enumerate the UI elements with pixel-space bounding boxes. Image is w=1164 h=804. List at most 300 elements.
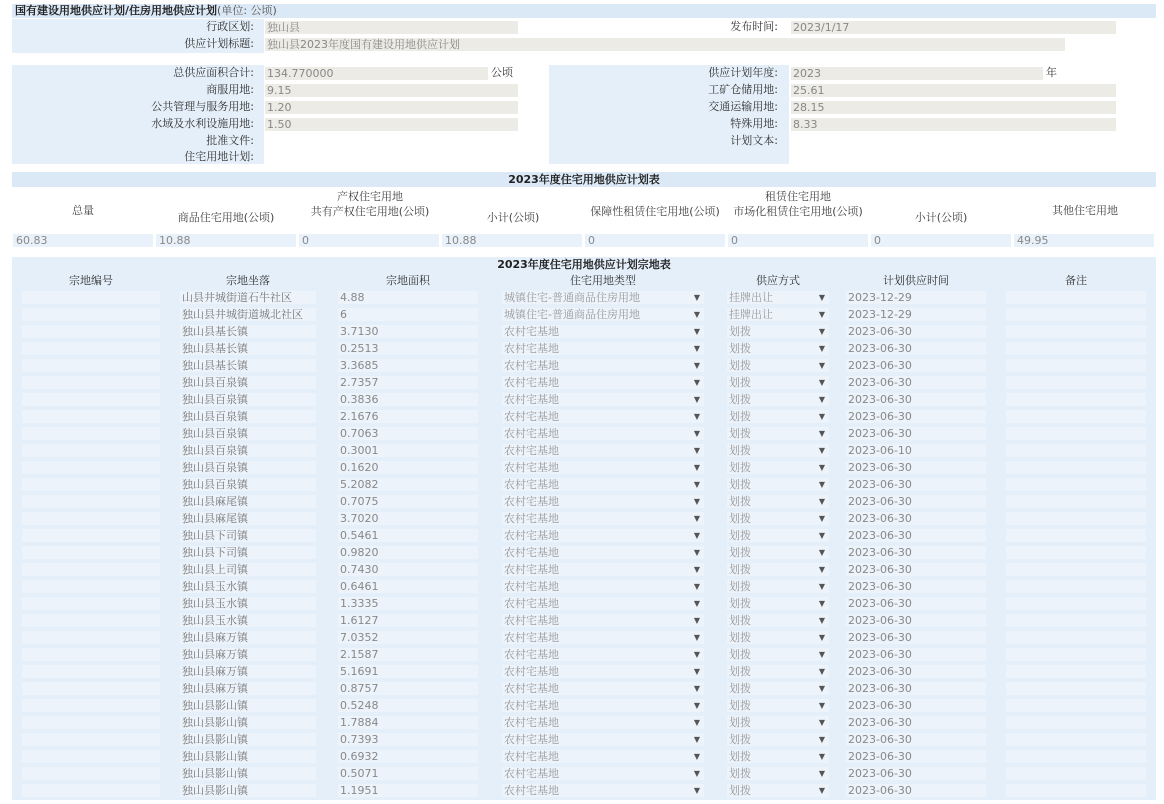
plan-year-field[interactable]: 2023 xyxy=(791,67,1043,80)
parcel-mode-select[interactable] xyxy=(727,614,829,627)
parcel-area-field[interactable]: 6 xyxy=(338,308,478,321)
parcel-type-select[interactable] xyxy=(502,580,704,593)
parcel-date-field[interactable]: 2023-06-30 xyxy=(846,682,986,695)
summary-header-subtotal2: 小计(公顷) xyxy=(914,211,968,224)
parcel-id-field[interactable] xyxy=(22,614,160,627)
parcel-id-field[interactable] xyxy=(22,580,160,593)
parcel-mode-value: 划拨 xyxy=(729,716,751,729)
parcel-area-field[interactable]: 0.5071 xyxy=(338,767,478,780)
parcel-location-field[interactable]: 独山县基长镇 xyxy=(180,359,316,372)
parcel-mode-select[interactable] xyxy=(727,376,829,389)
table-row xyxy=(0,648,1164,661)
parcel-location-field[interactable]: 独山县基长镇 xyxy=(180,342,316,355)
parcel-type-select[interactable] xyxy=(502,665,704,678)
parcel-note-field[interactable] xyxy=(1006,342,1146,355)
public-service-field[interactable]: 1.20 xyxy=(265,101,518,114)
parcel-type-select[interactable] xyxy=(502,563,704,576)
parcel-area-field[interactable]: 1.6127 xyxy=(338,614,478,627)
parcel-mode-select[interactable] xyxy=(727,308,829,321)
parcel-id-field[interactable] xyxy=(22,342,160,355)
parcel-location-field[interactable]: 独山县百泉镇 xyxy=(180,478,316,491)
summary-header-market-rent: 市场化租赁住宅用地(公顷) xyxy=(733,205,863,218)
parcel-mode-select[interactable] xyxy=(727,563,829,576)
parcel-note-field[interactable] xyxy=(1006,291,1146,304)
parcel-date-field[interactable]: 2023-06-30 xyxy=(846,580,986,593)
parcel-date-field[interactable]: 2023-06-30 xyxy=(846,495,986,508)
parcel-id-field[interactable] xyxy=(22,410,160,423)
chevron-down-icon: ▼ xyxy=(693,633,700,642)
parcel-mode-value: 划拨 xyxy=(729,546,751,559)
parcel-location-field[interactable]: 独山县麻尾镇 xyxy=(180,495,316,508)
parcel-type-select[interactable] xyxy=(502,716,704,729)
parcel-note-field[interactable] xyxy=(1006,767,1146,780)
parcel-note-field[interactable] xyxy=(1006,376,1146,389)
parcel-type-value: 农村宅基地 xyxy=(504,597,559,610)
water-field[interactable]: 1.50 xyxy=(265,118,518,131)
parcel-mode-select[interactable] xyxy=(727,716,829,729)
parcel-area-field[interactable]: 3.3685 xyxy=(338,359,478,372)
parcel-type-value: 农村宅基地 xyxy=(504,648,559,661)
parcel-mode-value: 划拨 xyxy=(729,767,751,780)
parcel-mode-select[interactable] xyxy=(727,784,829,797)
parcel-id-field[interactable] xyxy=(22,699,160,712)
transport-field[interactable]: 28.15 xyxy=(791,101,1116,114)
parcel-date-field[interactable]: 2023-06-30 xyxy=(846,325,986,338)
table-row xyxy=(0,342,1164,355)
parcel-note-field[interactable] xyxy=(1006,546,1146,559)
parcel-area-field[interactable]: 1.7884 xyxy=(338,716,478,729)
parcel-area-field[interactable]: 0.6932 xyxy=(338,750,478,763)
parcel-type-select[interactable] xyxy=(502,682,704,695)
parcel-note-field[interactable] xyxy=(1006,308,1146,321)
parcel-id-field[interactable] xyxy=(22,784,160,797)
parcel-mode-select[interactable] xyxy=(727,291,829,304)
total-area-unit: 公顷 xyxy=(491,66,513,79)
parcel-id-field[interactable] xyxy=(22,665,160,678)
summary-value-subtotal2: 0 xyxy=(871,234,1011,247)
parcel-id-field[interactable] xyxy=(22,546,160,559)
parcel-id-field[interactable] xyxy=(22,767,160,780)
parcel-mode-select[interactable] xyxy=(727,682,829,695)
parcel-date-field[interactable]: 2023-12-29 xyxy=(846,308,986,321)
parcel-mode-value: 划拨 xyxy=(729,631,751,644)
parcel-date-field[interactable]: 2023-06-30 xyxy=(846,359,986,372)
parcel-id-field[interactable] xyxy=(22,495,160,508)
parcel-note-field[interactable] xyxy=(1006,529,1146,542)
parcel-date-field[interactable]: 2023-06-30 xyxy=(846,461,986,474)
parcel-note-field[interactable] xyxy=(1006,631,1146,644)
parcel-mode-select[interactable] xyxy=(727,478,829,491)
parcel-date-field[interactable]: 2023-06-30 xyxy=(846,665,986,678)
parcel-id-field[interactable] xyxy=(22,376,160,389)
parcel-mode-select[interactable] xyxy=(727,495,829,508)
parcel-type-select[interactable] xyxy=(502,495,704,508)
parcel-location-field[interactable]: 独山县百泉镇 xyxy=(180,393,316,406)
parcel-mode-value: 挂牌出让 xyxy=(729,308,773,321)
parcel-type-select[interactable] xyxy=(502,342,704,355)
chevron-down-icon: ▼ xyxy=(693,684,700,693)
parcel-date-field[interactable]: 2023-06-30 xyxy=(846,393,986,406)
parcel-date-field[interactable]: 2023-06-30 xyxy=(846,699,986,712)
parcel-mode-select[interactable] xyxy=(727,325,829,338)
parcel-type-select[interactable] xyxy=(502,512,704,525)
parcel-date-field[interactable]: 2023-06-30 xyxy=(846,376,986,389)
parcel-date-field[interactable]: 2023-06-30 xyxy=(846,614,986,627)
parcel-id-field[interactable] xyxy=(22,512,160,525)
parcel-location-field[interactable]: 独山县百泉镇 xyxy=(180,376,316,389)
summary-header-subtotal1: 小计(公顷) xyxy=(486,211,540,224)
parcel-mode-select[interactable] xyxy=(727,665,829,678)
parcel-area-field[interactable]: 0.5461 xyxy=(338,529,478,542)
table-row xyxy=(0,546,1164,559)
parcel-id-field[interactable] xyxy=(22,359,160,372)
parcel-location-field[interactable]: 独山县麻万镇 xyxy=(180,648,316,661)
parcel-mode-select[interactable] xyxy=(727,529,829,542)
parcel-type-select[interactable] xyxy=(502,359,704,372)
parcel-type-value: 农村宅基地 xyxy=(504,325,559,338)
parcel-location-field[interactable]: 独山县影山镇 xyxy=(180,733,316,746)
parcel-id-field[interactable] xyxy=(22,529,160,542)
parcel-location-field[interactable]: 独山县百泉镇 xyxy=(180,427,316,440)
parcel-area-field[interactable]: 0.9820 xyxy=(338,546,478,559)
parcel-date-field[interactable]: 2023-06-30 xyxy=(846,427,986,440)
chevron-down-icon: ▼ xyxy=(818,429,825,438)
parcel-type-value: 农村宅基地 xyxy=(504,376,559,389)
parcel-area-field[interactable]: 0.7430 xyxy=(338,563,478,576)
parcel-location-field[interactable]: 独山县影山镇 xyxy=(180,699,316,712)
parcel-note-field[interactable] xyxy=(1006,478,1146,491)
parcel-mode-select[interactable] xyxy=(727,767,829,780)
parcel-note-field[interactable] xyxy=(1006,495,1146,508)
parcel-note-field[interactable] xyxy=(1006,563,1146,576)
parcel-note-field[interactable] xyxy=(1006,512,1146,525)
water-label: 水域及水利设施用地: xyxy=(151,117,254,130)
chevron-down-icon: ▼ xyxy=(693,378,700,387)
chevron-down-icon: ▼ xyxy=(818,565,825,574)
parcel-area-field[interactable]: 0.5248 xyxy=(338,699,478,712)
parcel-type-select[interactable] xyxy=(502,325,704,338)
parcel-type-select[interactable] xyxy=(502,291,704,304)
parcel-mode-select[interactable] xyxy=(727,597,829,610)
plan-year-unit: 年 xyxy=(1046,66,1057,79)
parcel-note-field[interactable] xyxy=(1006,393,1146,406)
parcel-note-field[interactable] xyxy=(1006,461,1146,474)
special-field[interactable]: 8.33 xyxy=(791,118,1116,131)
chevron-down-icon: ▼ xyxy=(693,395,700,404)
parcel-date-field[interactable]: 2023-06-30 xyxy=(846,478,986,491)
parcel-date-field[interactable]: 2023-06-30 xyxy=(846,597,986,610)
chevron-down-icon: ▼ xyxy=(818,446,825,455)
parcel-location-field[interactable]: 独山县玉水镇 xyxy=(180,580,316,593)
parcel-date-field[interactable]: 2023-06-30 xyxy=(846,784,986,797)
parcel-date-field[interactable]: 2023-12-29 xyxy=(846,291,986,304)
parcel-id-field[interactable] xyxy=(22,648,160,661)
parcel-area-field[interactable]: 3.7020 xyxy=(338,512,478,525)
parcel-note-field[interactable] xyxy=(1006,648,1146,661)
parcel-note-field[interactable] xyxy=(1006,410,1146,423)
parcel-note-field[interactable] xyxy=(1006,716,1146,729)
chevron-down-icon: ▼ xyxy=(693,718,700,727)
parcel-location-field[interactable]: 独山县基长镇 xyxy=(180,325,316,338)
chevron-down-icon: ▼ xyxy=(818,412,825,421)
parcel-location-field[interactable]: 独山县影山镇 xyxy=(180,767,316,780)
parcel-mode-value: 划拨 xyxy=(729,495,751,508)
plan-text-label: 计划文本: xyxy=(730,134,778,147)
parcel-mode-select[interactable] xyxy=(727,733,829,746)
parcel-location-field[interactable]: 独山县百泉镇 xyxy=(180,461,316,474)
parcel-note-field[interactable] xyxy=(1006,325,1146,338)
parcel-type-value: 农村宅基地 xyxy=(504,580,559,593)
parcel-id-field[interactable] xyxy=(22,682,160,695)
parcel-type-select[interactable] xyxy=(502,733,704,746)
parcel-area-field[interactable]: 3.7130 xyxy=(338,325,478,338)
parcel-type-select[interactable] xyxy=(502,767,704,780)
chevron-down-icon: ▼ xyxy=(818,497,825,506)
parcel-date-field[interactable]: 2023-06-30 xyxy=(846,342,986,355)
parcel-id-field[interactable] xyxy=(22,308,160,321)
parcel-area-field[interactable]: 0.8757 xyxy=(338,682,478,695)
parcel-mode-value: 划拨 xyxy=(729,682,751,695)
parcel-id-field[interactable] xyxy=(22,631,160,644)
parcel-type-select[interactable] xyxy=(502,597,704,610)
chevron-down-icon: ▼ xyxy=(693,463,700,472)
parcel-id-field[interactable] xyxy=(22,393,160,406)
summary-value-commercial-res: 10.88 xyxy=(156,234,296,247)
parcel-mode-select[interactable] xyxy=(727,546,829,559)
table-row xyxy=(0,478,1164,491)
parcel-mode-select[interactable] xyxy=(727,359,829,372)
parcel-type-select[interactable] xyxy=(502,376,704,389)
parcel-type-select[interactable] xyxy=(502,427,704,440)
parcel-type-value: 农村宅基地 xyxy=(504,495,559,508)
parcel-location-field[interactable]: 山县井城街道石牛社区 xyxy=(180,291,316,304)
parcel-type-select[interactable] xyxy=(502,614,704,627)
parcel-area-field[interactable]: 0.1620 xyxy=(338,461,478,474)
chevron-down-icon: ▼ xyxy=(818,786,825,795)
chevron-down-icon: ▼ xyxy=(818,633,825,642)
chevron-down-icon: ▼ xyxy=(693,769,700,778)
parcel-mode-value: 划拨 xyxy=(729,359,751,372)
chevron-down-icon: ▼ xyxy=(818,531,825,540)
commercial-field[interactable]: 9.15 xyxy=(265,84,518,97)
plan-title-field[interactable]: 独山县2023年度国有建设用地供应计划 xyxy=(265,38,1065,51)
parcel-mode-value: 划拨 xyxy=(729,750,751,763)
parcel-id-field[interactable] xyxy=(22,325,160,338)
parcel-location-field[interactable]: 独山县下司镇 xyxy=(180,529,316,542)
parcel-type-value: 农村宅基地 xyxy=(504,342,559,355)
parcel-area-field[interactable]: 1.1951 xyxy=(338,784,478,797)
parcel-mode-value: 划拨 xyxy=(729,614,751,627)
parcel-mode-select[interactable] xyxy=(727,631,829,644)
chevron-down-icon: ▼ xyxy=(818,293,825,302)
parcel-note-field[interactable] xyxy=(1006,750,1146,763)
parcel-date-field[interactable]: 2023-06-30 xyxy=(846,546,986,559)
parcel-location-field[interactable]: 独山县影山镇 xyxy=(180,750,316,763)
parcel-type-select[interactable] xyxy=(502,750,704,763)
parcel-location-field[interactable]: 独山县麻万镇 xyxy=(180,665,316,678)
parcel-location-field[interactable]: 独山县影山镇 xyxy=(180,784,316,797)
parcel-area-field[interactable]: 4.88 xyxy=(338,291,478,304)
parcel-type-select[interactable] xyxy=(502,308,704,321)
parcel-note-field[interactable] xyxy=(1006,699,1146,712)
chevron-down-icon: ▼ xyxy=(693,293,700,302)
parcel-area-field[interactable]: 5.1691 xyxy=(338,665,478,678)
parcel-note-field[interactable] xyxy=(1006,733,1146,746)
parcel-location-field[interactable]: 独山县麻尾镇 xyxy=(180,512,316,525)
parcel-mode-value: 划拨 xyxy=(729,784,751,797)
parcel-type-select[interactable] xyxy=(502,546,704,559)
parcel-mode-select[interactable] xyxy=(727,427,829,440)
parcel-id-field[interactable] xyxy=(22,563,160,576)
chevron-down-icon: ▼ xyxy=(693,701,700,710)
total-area-field[interactable]: 134.770000 xyxy=(265,67,488,80)
page-title-bar xyxy=(12,4,1156,18)
parcel-note-field[interactable] xyxy=(1006,359,1146,372)
parcel-area-field[interactable]: 1.3335 xyxy=(338,597,478,610)
parcel-header-note: 备注 xyxy=(1065,274,1087,287)
parcel-mode-select[interactable] xyxy=(727,393,829,406)
parcel-type-select[interactable] xyxy=(502,444,704,457)
parcel-type-value: 农村宅基地 xyxy=(504,716,559,729)
parcel-location-field[interactable]: 独山县井城街道城北社区 xyxy=(180,308,316,321)
parcel-area-field[interactable]: 0.7393 xyxy=(338,733,478,746)
parcel-header-area: 宗地面积 xyxy=(386,274,430,287)
parcel-id-field[interactable] xyxy=(22,750,160,763)
parcel-date-field[interactable]: 2023-06-30 xyxy=(846,563,986,576)
summary-value-total: 60.83 xyxy=(13,234,153,247)
parcel-note-field[interactable] xyxy=(1006,682,1146,695)
parcel-location-field[interactable]: 独山县麻万镇 xyxy=(180,631,316,644)
parcel-id-field[interactable] xyxy=(22,427,160,440)
chevron-down-icon: ▼ xyxy=(818,310,825,319)
commercial-label: 商服用地: xyxy=(206,83,254,96)
parcel-date-field[interactable]: 2023-06-30 xyxy=(846,631,986,644)
table-row xyxy=(0,393,1164,406)
parcel-id-field[interactable] xyxy=(22,444,160,457)
parcel-id-field[interactable] xyxy=(22,716,160,729)
parcel-note-field[interactable] xyxy=(1006,427,1146,440)
parcel-type-select[interactable] xyxy=(502,410,704,423)
parcel-location-field[interactable]: 独山县百泉镇 xyxy=(180,410,316,423)
parcel-mode-value: 划拨 xyxy=(729,733,751,746)
parcel-date-field[interactable]: 2023-06-30 xyxy=(846,750,986,763)
industrial-field[interactable]: 25.61 xyxy=(791,84,1116,97)
table-row xyxy=(0,597,1164,610)
publish-time-field[interactable]: 2023/1/17 xyxy=(791,21,1116,34)
parcel-location-field[interactable]: 独山县影山镇 xyxy=(180,716,316,729)
parcel-mode-select[interactable] xyxy=(727,342,829,355)
summary-header-commercial-res: 商品住宅用地(公顷) xyxy=(177,211,275,224)
parcel-date-field[interactable]: 2023-06-30 xyxy=(846,767,986,780)
summary-header-rental-group: 租赁住宅用地 xyxy=(765,190,831,203)
parcel-area-field[interactable]: 2.7357 xyxy=(338,376,478,389)
parcel-type-value: 农村宅基地 xyxy=(504,631,559,644)
parcel-date-field[interactable]: 2023-06-30 xyxy=(846,733,986,746)
parcel-mode-select[interactable] xyxy=(727,648,829,661)
parcel-note-field[interactable] xyxy=(1006,580,1146,593)
parcel-location-field[interactable]: 独山县麻万镇 xyxy=(180,682,316,695)
parcel-area-field[interactable]: 0.3001 xyxy=(338,444,478,457)
parcel-date-field[interactable]: 2023-06-30 xyxy=(846,648,986,661)
parcel-area-field[interactable]: 0.6461 xyxy=(338,580,478,593)
parcel-date-field[interactable]: 2023-06-30 xyxy=(846,512,986,525)
parcel-type-select[interactable] xyxy=(502,461,704,474)
parcel-mode-select[interactable] xyxy=(727,512,829,525)
parcel-id-field[interactable] xyxy=(22,597,160,610)
parcel-location-field[interactable]: 独山县上司镇 xyxy=(180,563,316,576)
parcel-mode-select[interactable] xyxy=(727,750,829,763)
parcel-area-field[interactable]: 2.1676 xyxy=(338,410,478,423)
table-row xyxy=(0,495,1164,508)
parcel-type-select[interactable] xyxy=(502,478,704,491)
parcel-area-field[interactable]: 0.7075 xyxy=(338,495,478,508)
parcel-mode-select[interactable] xyxy=(727,444,829,457)
parcel-type-select[interactable] xyxy=(502,631,704,644)
parcel-mode-select[interactable] xyxy=(727,461,829,474)
chevron-down-icon: ▼ xyxy=(693,531,700,540)
transport-label: 交通运输用地: xyxy=(708,100,778,113)
parcel-location-field[interactable]: 独山县玉水镇 xyxy=(180,614,316,627)
parcel-date-field[interactable]: 2023-06-30 xyxy=(846,410,986,423)
parcel-area-field[interactable]: 0.2513 xyxy=(338,342,478,355)
parcel-type-select[interactable] xyxy=(502,699,704,712)
parcel-type-select[interactable] xyxy=(502,393,704,406)
parcel-id-field[interactable] xyxy=(22,291,160,304)
parcel-note-field[interactable] xyxy=(1006,597,1146,610)
parcel-mode-value: 划拨 xyxy=(729,393,751,406)
parcel-note-field[interactable] xyxy=(1006,665,1146,678)
parcel-note-field[interactable] xyxy=(1006,614,1146,627)
parcel-type-select[interactable] xyxy=(502,784,704,797)
parcel-mode-select[interactable] xyxy=(727,410,829,423)
parcel-mode-select[interactable] xyxy=(727,580,829,593)
parcel-mode-select[interactable] xyxy=(727,699,829,712)
parcel-header-type: 住宅用地类型 xyxy=(570,274,636,287)
parcel-location-field[interactable]: 独山县百泉镇 xyxy=(180,444,316,457)
parcel-mode-value: 划拨 xyxy=(729,444,751,457)
parcel-id-field[interactable] xyxy=(22,478,160,491)
parcel-note-field[interactable] xyxy=(1006,784,1146,797)
chevron-down-icon: ▼ xyxy=(693,582,700,591)
parcel-date-field[interactable]: 2023-06-10 xyxy=(846,444,986,457)
chevron-down-icon: ▼ xyxy=(818,514,825,523)
parcel-area-field[interactable]: 0.7063 xyxy=(338,427,478,440)
parcel-date-field[interactable]: 2023-06-30 xyxy=(846,716,986,729)
chevron-down-icon: ▼ xyxy=(818,378,825,387)
parcel-location-field[interactable]: 独山县下司镇 xyxy=(180,546,316,559)
parcel-date-field[interactable]: 2023-06-30 xyxy=(846,529,986,542)
chevron-down-icon: ▼ xyxy=(818,548,825,557)
district-field[interactable]: 独山县 xyxy=(265,21,518,34)
parcel-area-field[interactable]: 5.2082 xyxy=(338,478,478,491)
parcel-mode-value: 划拨 xyxy=(729,461,751,474)
parcel-type-select[interactable] xyxy=(502,648,704,661)
parcel-mode-value: 划拨 xyxy=(729,529,751,542)
parcel-area-field[interactable]: 2.1587 xyxy=(338,648,478,661)
parcel-note-field[interactable] xyxy=(1006,444,1146,457)
parcel-area-field[interactable]: 0.3836 xyxy=(338,393,478,406)
parcel-id-field[interactable] xyxy=(22,461,160,474)
table-row xyxy=(0,767,1164,780)
parcel-location-field[interactable]: 独山县玉水镇 xyxy=(180,597,316,610)
parcel-area-field[interactable]: 7.0352 xyxy=(338,631,478,644)
chevron-down-icon: ▼ xyxy=(818,684,825,693)
chevron-down-icon: ▼ xyxy=(693,514,700,523)
parcel-table-title: 2023年度住宅用地供应计划宗地表 xyxy=(497,258,671,271)
parcel-type-select[interactable] xyxy=(502,529,704,542)
parcel-id-field[interactable] xyxy=(22,733,160,746)
table-row xyxy=(0,665,1164,678)
